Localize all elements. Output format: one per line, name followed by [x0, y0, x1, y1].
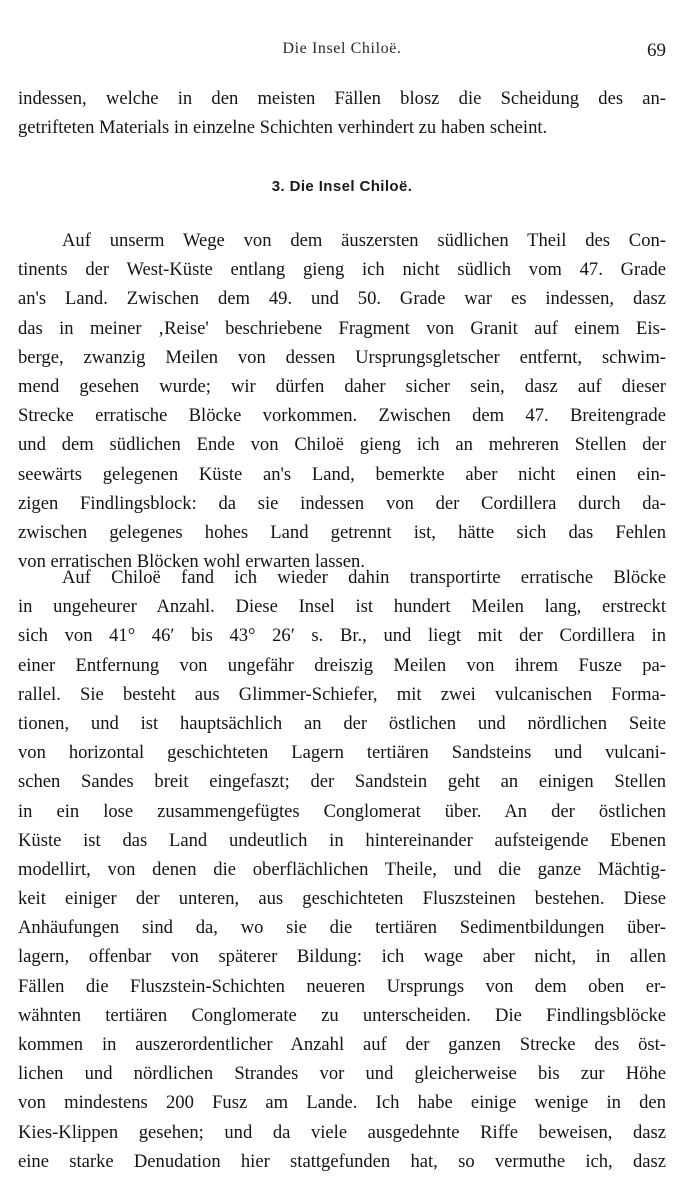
running-header	[18, 40, 666, 64]
text-line: zwischen gelegenes hohes Land getrennt ist, hätte sich das Fehlen	[18, 521, 666, 543]
text-line: von horizontal geschichteten Lagern tertiären Sandsteins und vulcani-	[18, 742, 666, 764]
text-line: Kies-Klippen gesehen; und da viele ausgedehnte Riffe beweisen, dasz	[18, 1121, 666, 1143]
text-line: tinents der West-Küste entlang gieng ich nicht südlich vom 47. Grade	[18, 259, 666, 281]
text-line: von mindestens 200 Fusz am Lande. Ich habe einige wenige in den	[18, 1092, 666, 1114]
text-line: sich von 41° 46′ bis 43° 26′ s. Br., und liegt mit der Cordillera in	[18, 625, 666, 647]
running-title: Die Insel Chiloë.	[282, 40, 402, 57]
intro-paragraph	[18, 84, 666, 142]
text-line: Strecke erratische Blöcke vorkommen. Zwischen dem 47. Breitengrade	[18, 405, 666, 427]
section-heading: 3. Die Insel Chiloë.	[271, 178, 413, 195]
text-line: an's Land. Zwischen dem 49. und 50. Grade war es indessen, dasz	[18, 288, 666, 310]
text-line: Auf Chiloë fand ich wieder dahin transportirte erratische Blöcke	[62, 567, 666, 588]
text-line: schen Sandes breit eingefaszt; der Sandstein geht an einigen Stellen	[18, 771, 666, 793]
text-line: in ein lose zusammengefügtes Conglomerat über. An der östlichen	[18, 800, 666, 822]
text-line: eine starke Denudation hier stattgefunden hat, so vermuthe ich, dasz	[18, 1150, 666, 1172]
page-number: 69	[647, 40, 666, 61]
text-line: Auf unserm Wege von dem äuszersten südlichen Theil des Con-	[62, 230, 666, 251]
text-line: und dem südlichen Ende von Chiloë gieng ich an mehreren Stellen der	[18, 434, 666, 456]
text-line: von erratischen Blöcken wohl erwarten lassen.	[18, 551, 365, 573]
text-line: rallel. Sie besteht aus Glimmer-Schiefer, mit zwei vulcanischen Forma-	[18, 683, 666, 705]
text-line: tionen, und ist hauptsächlich an der östlichen und nördlichen Seite	[18, 712, 666, 734]
text-line: seewärts gelegenen Küste an's Land, bemerkte aber nicht einen ein-	[18, 463, 666, 485]
text-line: lagern, offenbar von späterer Bildung: ich wage aber nicht, in allen	[18, 946, 666, 968]
text-line: Küste ist das Land undeutlich in hintereinander aufsteigende Ebenen	[18, 829, 666, 851]
text-line: zigen Findlingsblock: da sie indessen von der Cordillera durch da-	[18, 492, 666, 514]
text-line: keit einiger der unteren, aus geschichteten Fluszsteinen bestehen. Diese	[18, 888, 666, 910]
text-line: kommen in auszerordentlicher Anzahl auf der ganzen Strecke des öst-	[18, 1034, 666, 1055]
text-line: Anhäufungen sind da, wo sie die tertiären Sedimentbildungen über-	[18, 917, 666, 939]
text-line: das in meiner ‚Reise' beschriebene Fragment von Granit auf einem Eis-	[18, 317, 666, 339]
paragraph-1	[18, 226, 666, 576]
text-line: getrifteten Materials in einzelne Schichten verhindert zu haben scheint.	[18, 117, 548, 139]
text-line: modellirt, von denen die oberflächlichen Theile, und die ganze Mächtig-	[18, 858, 666, 880]
text-line: in ungeheurer Anzahl. Diese Insel ist hundert Meilen lang, erstreckt	[18, 596, 666, 618]
text-line: einer Entfernung von ungefähr dreiszig Meilen von ihrem Fusze pa-	[18, 654, 666, 676]
text-line: wähnten tertiären Conglomerate zu unterscheiden. Die Findlingsblöcke	[18, 1004, 666, 1026]
paragraph-2	[18, 563, 666, 1176]
text-line: berge, zwanzig Meilen von dessen Ursprungsgletscher entfernt, schwim-	[18, 346, 666, 368]
text-line: mend gesehen wurde; wir dürfen daher sicher sein, dasz auf dieser	[18, 375, 666, 397]
text-line: Fällen die Fluszstein-Schichten neueren Ursprungs von dem oben er-	[18, 975, 666, 997]
text-line: indessen, welche in den meisten Fällen blosz die Scheidung des an-	[18, 88, 666, 109]
text-line: lichen und nördlichen Strandes vor und gleicherweise bis zur Höhe	[18, 1063, 666, 1085]
